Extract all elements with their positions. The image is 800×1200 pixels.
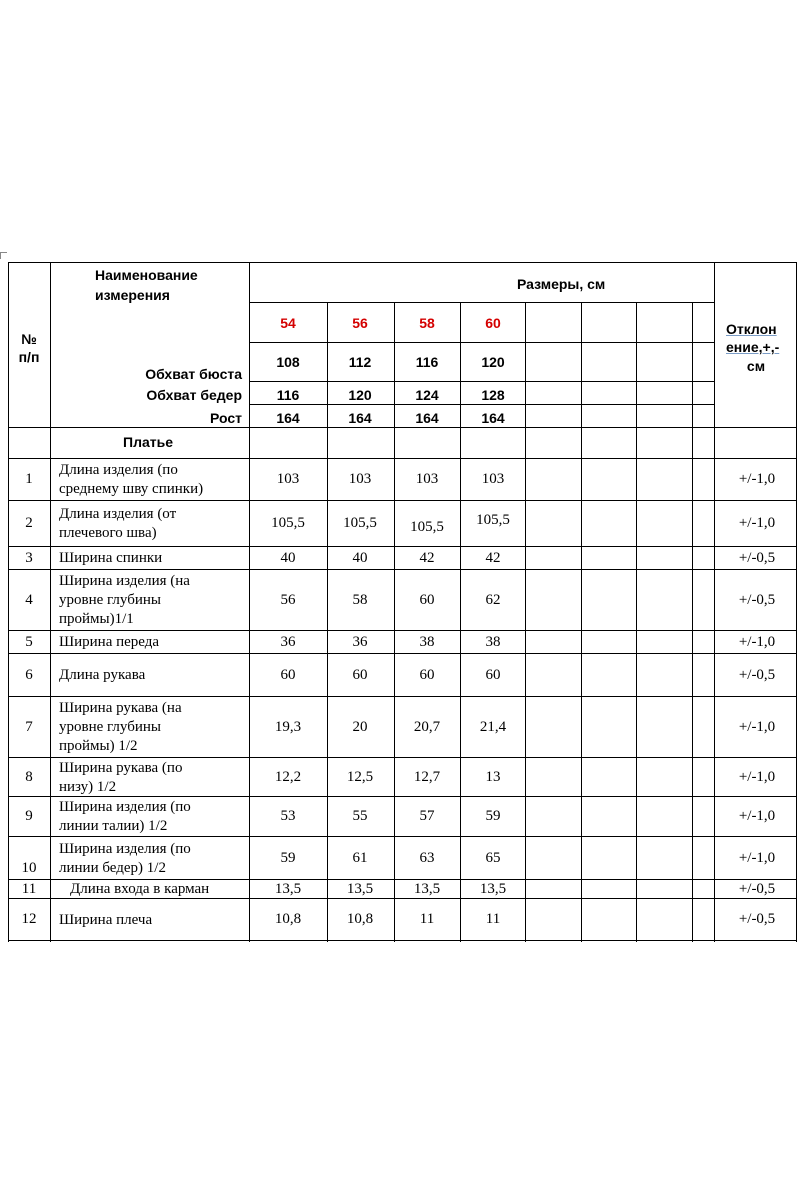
deviation-header-line1: Отклон [726, 321, 777, 337]
body-measure-value: 120 [481, 354, 505, 370]
row-value: 19,3 [274, 718, 302, 735]
row-deviation: +/-1,0 [738, 718, 776, 735]
row-value: 58 [352, 591, 368, 608]
grid-vline [714, 262, 715, 942]
row-value: 13,5 [413, 880, 441, 897]
grid-hline [8, 569, 797, 570]
grid-vline [249, 262, 250, 942]
row-deviation: +/-1,0 [738, 849, 776, 866]
size-60: 60 [485, 315, 501, 331]
row-name-line: проймы)1/1 [59, 611, 134, 627]
name-header-line1: Наименование [95, 267, 198, 283]
row-name-line: Ширина изделия (по [59, 799, 191, 815]
size-56: 56 [352, 315, 368, 331]
row-deviation: +/-0,5 [738, 549, 776, 566]
grid-vline [525, 302, 526, 942]
row-value: 105,5 [410, 519, 444, 535]
row-number: 5 [25, 633, 33, 650]
row-value: 60 [419, 666, 435, 683]
body-measure-value: 112 [348, 354, 372, 370]
row-value: 12,5 [346, 768, 374, 785]
grid-vline [581, 302, 582, 942]
row-value: 105,5 [343, 515, 377, 531]
grid-hline [8, 500, 797, 501]
size-58: 58 [419, 315, 435, 331]
row-name-line: Ширина плеча [59, 911, 153, 928]
row-name-line: линии бедер) 1/2 [59, 859, 166, 876]
row-value: 20,7 [413, 718, 441, 735]
row-value: 63 [419, 849, 435, 866]
deviation-header-line2: ение,+,- [726, 339, 780, 355]
body-measure-label: Рост [210, 410, 242, 426]
body-measure-label: Обхват бюста [145, 366, 242, 382]
grid-hline [8, 458, 797, 459]
row-value: 11 [419, 911, 435, 927]
size-54: 54 [280, 315, 296, 331]
row-name-line: Длина входа в карман [70, 881, 210, 897]
grid-hline [8, 427, 797, 428]
row-name-line: Ширина изделия (по [59, 840, 191, 857]
grid-hline [8, 898, 797, 899]
row-name-line: Ширина переда [59, 634, 160, 650]
row-value: 10,8 [346, 911, 374, 927]
row-value: 105,5 [476, 512, 510, 528]
row-value: 12,7 [413, 768, 441, 785]
row-name-line: уровне глубины [59, 592, 161, 608]
sizes-header: Размеры, см [517, 276, 606, 292]
row-number: 8 [25, 768, 33, 785]
grid-vline [394, 302, 395, 942]
grid-hline [8, 696, 797, 697]
row-name-line: проймы) 1/2 [59, 738, 138, 754]
row-number: 6 [25, 666, 33, 683]
row-value: 13 [485, 768, 501, 785]
row-value: 61 [352, 849, 368, 866]
row-name-line: Ширина рукава (по [59, 759, 183, 776]
row-deviation: +/-1,0 [738, 768, 776, 785]
row-value: 62 [485, 591, 501, 608]
row-name-line: среднему шву спинки) [59, 481, 204, 497]
row-name-line: Длина изделия (от [59, 506, 177, 522]
row-value: 38 [419, 633, 435, 650]
row-value: 20 [352, 718, 368, 735]
grid-hline [249, 302, 715, 303]
row-deviation: +/-1,0 [738, 471, 776, 487]
row-name-line: низу) 1/2 [59, 778, 117, 795]
grid-vline [50, 262, 51, 942]
row-value: 40 [352, 549, 368, 566]
row-value: 53 [280, 808, 296, 824]
row-number: 1 [25, 471, 33, 487]
grid-vline [796, 262, 797, 942]
row-value: 103 [415, 471, 439, 487]
row-number: 11 [21, 880, 37, 897]
row-name-line: Длина рукава [59, 667, 146, 683]
num-header-line2: п/п [18, 349, 40, 365]
row-value: 60 [280, 666, 296, 683]
grid-hline [8, 546, 797, 547]
section-title: Платье [123, 434, 173, 450]
row-name-line: уровне глубины [59, 719, 161, 735]
row-number: 10 [21, 859, 37, 876]
row-value: 13,5 [479, 880, 507, 897]
grid-vline [460, 302, 461, 942]
row-value: 21,4 [479, 718, 507, 735]
row-value: 60 [419, 591, 435, 608]
grid-hline [8, 262, 797, 263]
grid-hline [8, 836, 797, 837]
deviation-header-line3: см [746, 358, 766, 374]
row-value: 10,8 [274, 911, 302, 927]
body-measure-value: 124 [415, 387, 439, 403]
row-value: 12,2 [274, 768, 302, 785]
name-header-line2: измерения [95, 287, 170, 303]
row-value: 36 [280, 633, 296, 650]
body-measure-value: 164 [276, 410, 300, 426]
row-value: 103 [276, 471, 300, 487]
row-name-line: Ширина спинки [59, 550, 163, 566]
row-value: 105,5 [271, 515, 305, 531]
row-value: 60 [352, 666, 368, 683]
num-header-line1: № [21, 331, 37, 347]
row-value: 13,5 [274, 880, 302, 897]
row-deviation: +/-1,0 [738, 633, 776, 650]
body-measure-value: 120 [348, 387, 372, 403]
body-measure-value: 128 [481, 387, 505, 403]
grid-hline [8, 630, 797, 631]
grid-hline [249, 342, 715, 343]
row-name-line: плечевого шва) [59, 525, 157, 541]
body-measure-value: 108 [276, 354, 300, 370]
row-value: 11 [485, 911, 501, 927]
grid-vline [692, 302, 693, 942]
row-value: 42 [485, 549, 501, 566]
row-number: 7 [25, 718, 33, 735]
row-number: 3 [25, 549, 33, 566]
body-measure-value: 164 [415, 410, 439, 426]
row-name-line: Длина изделия (по [59, 462, 178, 478]
row-name-line: Ширина рукава (на [59, 700, 182, 716]
grid-vline [327, 302, 328, 942]
grid-hline [249, 381, 715, 382]
grid-hline [8, 653, 797, 654]
row-deviation: +/-0,5 [738, 591, 776, 608]
row-value: 59 [280, 849, 296, 866]
body-measure-value: 116 [276, 387, 300, 403]
row-value: 55 [352, 808, 368, 824]
body-measure-value: 116 [415, 354, 439, 370]
row-value: 57 [419, 808, 435, 824]
grid-hline [8, 796, 797, 797]
row-deviation: +/-1,0 [738, 808, 776, 824]
row-deviation: +/-0,5 [738, 666, 776, 683]
row-value: 103 [348, 471, 372, 487]
body-measure-value: 164 [481, 410, 505, 426]
row-value: 40 [280, 549, 296, 566]
row-deviation: +/-0,5 [738, 911, 776, 927]
row-value: 59 [485, 808, 501, 824]
row-value: 36 [352, 633, 368, 650]
grid-hline [249, 404, 715, 405]
row-name-line: линии талии) 1/2 [59, 818, 168, 834]
row-number: 2 [25, 515, 33, 531]
row-value: 56 [280, 591, 296, 608]
row-value: 38 [485, 633, 501, 650]
row-number: 4 [25, 591, 33, 608]
body-measure-value: 164 [348, 410, 372, 426]
row-deviation: +/-1,0 [738, 515, 776, 531]
body-measure-label: Обхват бедер [146, 387, 242, 403]
row-value: 13,5 [346, 880, 374, 897]
grid-hline [8, 940, 797, 941]
row-value: 42 [419, 549, 435, 566]
row-value: 60 [485, 666, 501, 683]
row-value: 103 [481, 471, 505, 487]
grid-vline [636, 302, 637, 942]
row-deviation: +/-0,5 [738, 880, 776, 897]
row-number: 9 [25, 808, 33, 824]
row-value: 65 [485, 849, 501, 866]
row-number: 12 [21, 911, 37, 927]
row-name-line: Ширина изделия (на [59, 573, 190, 589]
